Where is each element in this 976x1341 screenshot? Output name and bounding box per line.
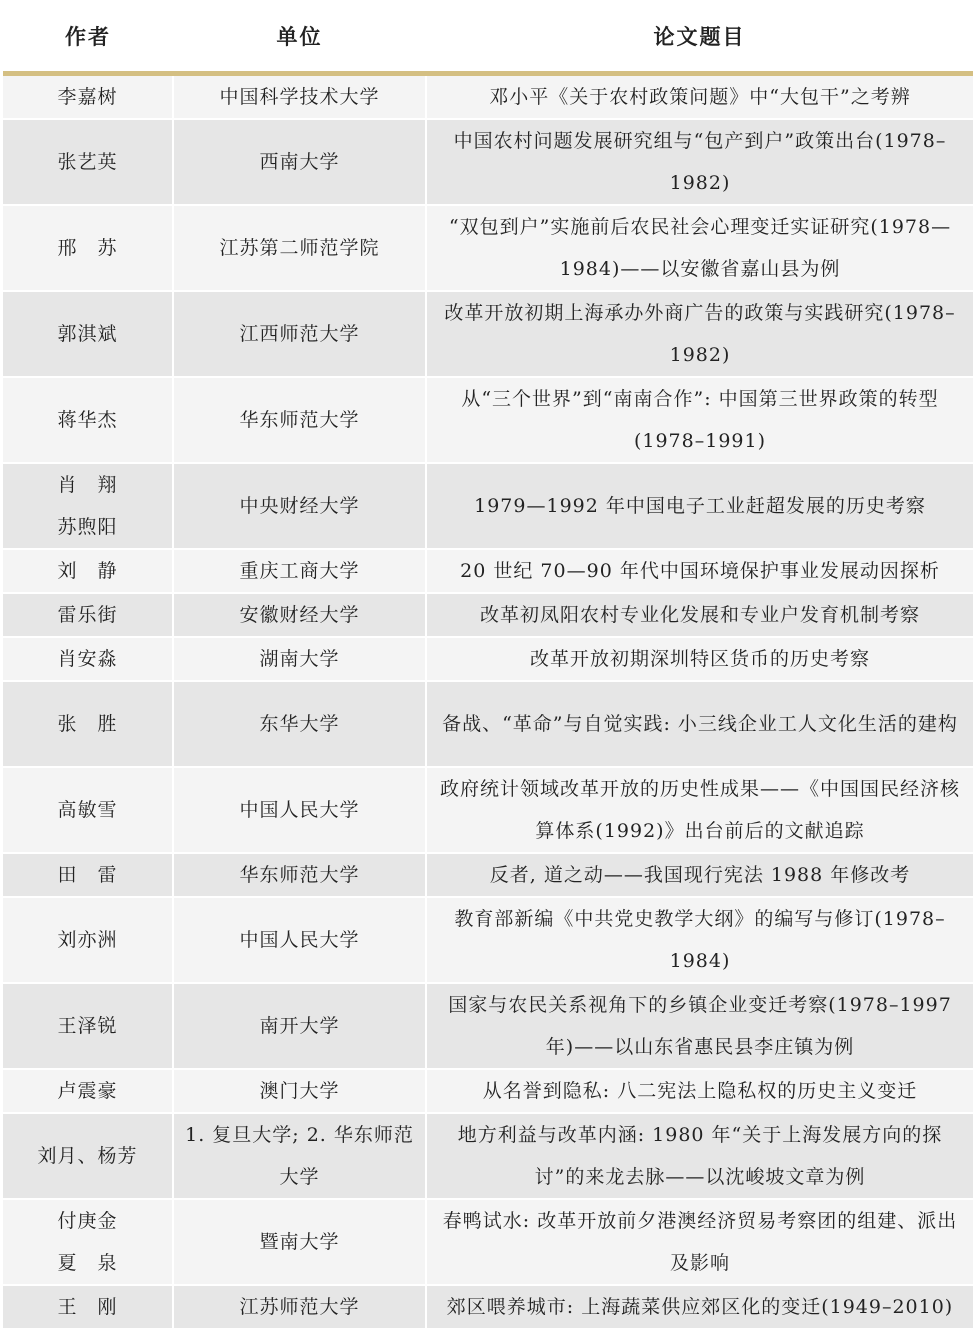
unit-cell: 江苏第二师范学院 xyxy=(173,205,426,291)
author-name: 雷乐街 xyxy=(57,604,118,626)
table-row xyxy=(3,463,973,549)
author-cell xyxy=(3,463,173,549)
table-row xyxy=(3,853,973,897)
table-row xyxy=(3,291,973,377)
unit-cell: 澳门大学 xyxy=(173,1069,426,1113)
title-cell: 改革初凤阳农村专业化发展和专业户发育机制考察 xyxy=(426,593,973,637)
author-name: 刘 静 xyxy=(57,560,118,582)
author-name: 张 胜 xyxy=(57,713,118,735)
title-cell: 教育部新编《中共党史教学大纲》的编写与修订(1978–1984) xyxy=(426,897,973,983)
author-cell xyxy=(3,119,173,205)
author-cell xyxy=(3,767,173,853)
author-name: 田 雷 xyxy=(57,864,118,886)
header-author: 作者 xyxy=(3,0,173,74)
table-row xyxy=(3,593,973,637)
author-cell xyxy=(3,205,173,291)
unit-cell: 东华大学 xyxy=(173,681,426,767)
title-cell: 春鸭试水: 改革开放前夕港澳经济贸易考察团的组建、派出及影响 xyxy=(426,1199,973,1285)
header-title: 论文题目 xyxy=(426,0,973,74)
author-cell xyxy=(3,593,173,637)
table-row xyxy=(3,549,973,593)
table-row xyxy=(3,767,973,853)
unit-cell: 江西师范大学 xyxy=(173,291,426,377)
author-cell xyxy=(3,983,173,1069)
author-name: 王泽锐 xyxy=(57,1015,118,1037)
title-cell: 1979—1992 年中国电子工业赶超发展的历史考察 xyxy=(426,463,973,549)
author-cell xyxy=(3,681,173,767)
author-name: 刘亦洲 xyxy=(57,929,118,951)
unit-cell: 中国科学技术大学 xyxy=(173,74,426,120)
title-cell: 备战、“革命”与自觉实践: 小三线企业工人文化生活的建构 xyxy=(426,681,973,767)
author-name: 刘月、杨芳 xyxy=(37,1145,138,1167)
title-cell: 郊区喂养城市: 上海蔬菜供应郊区化的变迁(1949–2010) xyxy=(426,1285,973,1329)
table-row xyxy=(3,377,973,463)
unit-cell: 暨南大学 xyxy=(173,1199,426,1285)
table-body xyxy=(3,74,973,1330)
unit-cell: 1. 复旦大学; 2. 华东师范大学 xyxy=(173,1113,426,1199)
table-row xyxy=(3,637,973,681)
title-cell: 中国农村问题发展研究组与“包产到户”政策出台(1978–1982) xyxy=(426,119,973,205)
table-row xyxy=(3,1069,973,1113)
table-row xyxy=(3,205,973,291)
author-cell xyxy=(3,291,173,377)
unit-cell: 南开大学 xyxy=(173,983,426,1069)
author-name: 苏煦阳 xyxy=(57,516,118,538)
author-name: 张艺英 xyxy=(57,151,118,173)
title-cell: 反者, 道之动——我国现行宪法 1988 年修改考 xyxy=(426,853,973,897)
author-cell xyxy=(3,1113,173,1199)
title-cell: 邓小平《关于农村政策问题》中“大包干”之考辨 xyxy=(426,74,973,120)
author-cell xyxy=(3,897,173,983)
table-row xyxy=(3,1285,973,1329)
header-row xyxy=(3,0,973,74)
unit-cell: 西南大学 xyxy=(173,119,426,205)
author-cell xyxy=(3,1069,173,1113)
unit-cell: 中国人民大学 xyxy=(173,767,426,853)
title-cell: 国家与农民关系视角下的乡镇企业变迁考察(1978–1997 年)——以山东省惠民县李庄镇为例 xyxy=(426,983,973,1069)
paper-table xyxy=(3,0,973,1330)
unit-cell: 湖南大学 xyxy=(173,637,426,681)
table-row xyxy=(3,119,973,205)
author-name: 高敏雪 xyxy=(57,799,118,821)
author-cell xyxy=(3,74,173,120)
author-name: 卢震豪 xyxy=(57,1080,118,1102)
table-row xyxy=(3,1113,973,1199)
header-unit: 单位 xyxy=(173,0,426,74)
title-cell: 政府统计领域改革开放的历史性成果——《中国国民经济核算体系(1992)》出台前后的文献追踪 xyxy=(426,767,973,853)
author-cell xyxy=(3,637,173,681)
unit-cell: 重庆工商大学 xyxy=(173,549,426,593)
unit-cell: 江苏师范大学 xyxy=(173,1285,426,1329)
author-name: 郭淇斌 xyxy=(57,323,118,345)
author-cell xyxy=(3,377,173,463)
author-cell xyxy=(3,1285,173,1329)
title-cell: 地方利益与改革内涵: 1980 年“关于上海发展方向的探讨”的来龙去脉——以沈峻坡文章为例 xyxy=(426,1113,973,1199)
title-cell: 从“三个世界”到“南南合作”: 中国第三世界政策的转型(1978–1991) xyxy=(426,377,973,463)
unit-cell: 中国人民大学 xyxy=(173,897,426,983)
author-name: 肖 翔 xyxy=(57,474,118,496)
title-cell: 改革开放初期上海承办外商广告的政策与实践研究(1978–1982) xyxy=(426,291,973,377)
table-row xyxy=(3,74,973,120)
unit-cell: 华东师范大学 xyxy=(173,377,426,463)
title-cell: 从名誉到隐私: 八二宪法上隐私权的历史主义变迁 xyxy=(426,1069,973,1113)
unit-cell: 中央财经大学 xyxy=(173,463,426,549)
author-name: 王 刚 xyxy=(57,1296,118,1318)
author-name: 李嘉树 xyxy=(57,86,118,108)
table-row xyxy=(3,897,973,983)
table-row xyxy=(3,983,973,1069)
author-name: 肖安淼 xyxy=(57,648,118,670)
author-cell xyxy=(3,853,173,897)
author-name: 蒋华杰 xyxy=(57,409,118,431)
author-name: 邢 苏 xyxy=(57,237,118,259)
author-cell xyxy=(3,549,173,593)
title-cell: 20 世纪 70—90 年代中国环境保护事业发展动因探析 xyxy=(426,549,973,593)
author-name: 夏 泉 xyxy=(57,1252,118,1274)
title-cell: 改革开放初期深圳特区货币的历史考察 xyxy=(426,637,973,681)
table-row xyxy=(3,681,973,767)
title-cell: “双包到户”实施前后农民社会心理变迁实证研究(1978—1984)——以安徽省嘉山县为例 xyxy=(426,205,973,291)
unit-cell: 安徽财经大学 xyxy=(173,593,426,637)
unit-cell: 华东师范大学 xyxy=(173,853,426,897)
author-cell xyxy=(3,1199,173,1285)
table-row xyxy=(3,1199,973,1285)
author-name: 付庚金 xyxy=(57,1210,118,1232)
